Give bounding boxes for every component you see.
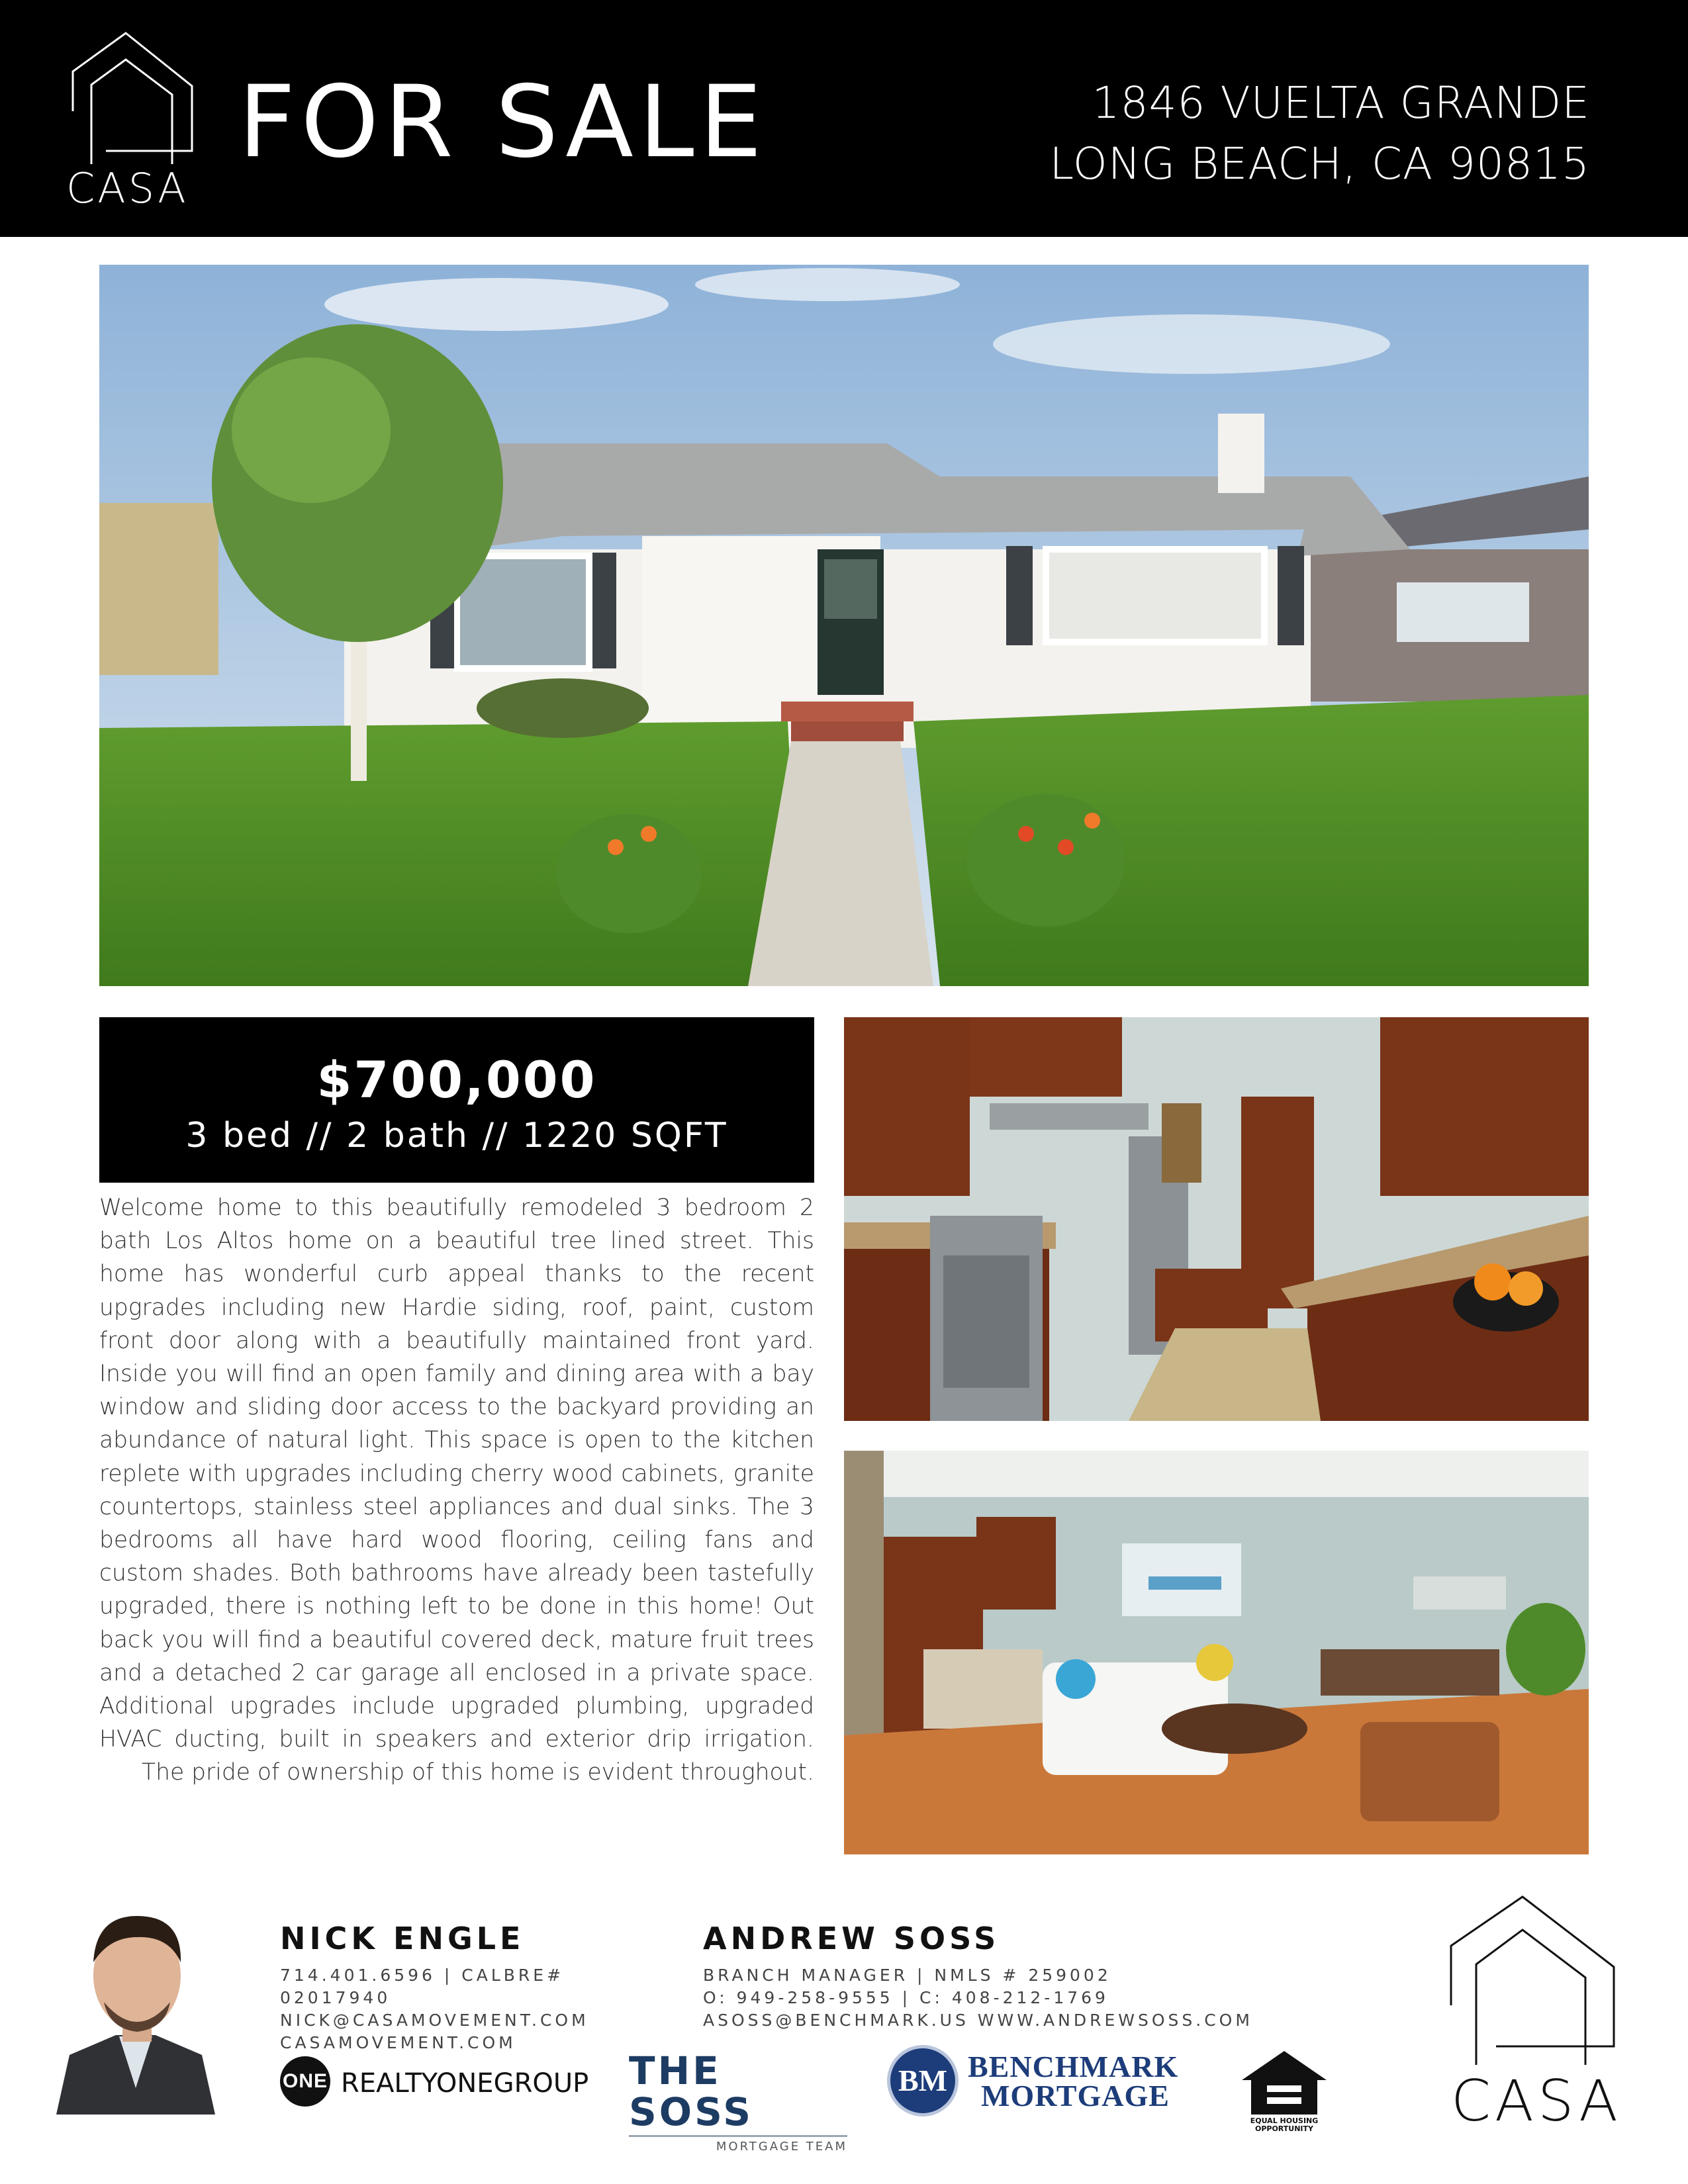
property-address bbox=[1049, 73, 1590, 195]
agent-andrew-soss bbox=[703, 1921, 1299, 2032]
agent-website[interactable]: CASAMOVEMENT.COM bbox=[280, 2033, 516, 2052]
address-line-1: 1846 VUELTA GRANDE bbox=[1092, 77, 1590, 128]
logo-wordmark: CASA bbox=[66, 164, 189, 212]
equal-housing-line-1: EQUAL HOUSING bbox=[1250, 2116, 1319, 2125]
benchmark-line-1: BENCHMARK bbox=[968, 2050, 1179, 2083]
house-exterior-photo bbox=[99, 265, 1589, 986]
footer-casa-logo bbox=[1443, 1893, 1622, 2134]
price-panel bbox=[99, 1017, 814, 1183]
footer-logo-wordmark: CASA bbox=[1451, 2068, 1622, 2134]
agent-email-website[interactable]: ASOSS@BENCHMARK.US WWW.ANDREWSOSS.COM bbox=[703, 2011, 1253, 2030]
realty-one-wordmark: REALTYONEGROUP bbox=[341, 2068, 589, 2099]
realty-one-badge: ONE bbox=[280, 2056, 330, 2107]
benchmark-mortgage-logo bbox=[887, 2045, 1205, 2118]
address-line-2: LONG BEACH, CA 90815 bbox=[1049, 138, 1590, 189]
listing-specs: 3 bed // 2 bath // 1220 SQFT bbox=[185, 1116, 728, 1156]
header-banner bbox=[0, 0, 1688, 237]
kitchen-photo bbox=[844, 1017, 1589, 1421]
house-outline-icon bbox=[1443, 1893, 1622, 2065]
agent-nick-engle bbox=[280, 1921, 677, 2054]
agent-headshot bbox=[56, 1889, 215, 2115]
soss-subtitle: MORTGAGE TEAM bbox=[716, 2140, 847, 2154]
soss-divider bbox=[629, 2135, 847, 2137]
realty-one-group-logo bbox=[280, 2055, 598, 2108]
benchmark-line-2: MORTGAGE bbox=[981, 2079, 1170, 2113]
agent-name: NICK ENGLE bbox=[280, 1921, 525, 1956]
benchmark-seal-icon: BM bbox=[887, 2045, 959, 2116]
listing-description: Welcome home to this beautifully remodeled 3 bedroom 2 bath Los Altos home on a beautiful tree lined street. This home has wonderful curb appeal thanks to the recent upgrades including new Hardie siding, roof, paint, custom front door along with a beautifully maintained front yard. Inside you will find an open family and dining area with a bay window and sliding door access to the backyard providing an abundance of natural light. This space is open to the kitchen replete with upgrades including cherry wood cabinets, granite countertops, stainless steel appliances and dual sinks. The 3 bedrooms all have hard wood flooring, ceiling fans and custom shades. Both bathrooms have already been tastefully upgraded, there is nothing left to be done in this home! Out back you will find a beautiful covered deck, mature fruit trees and a detached 2 car garage all enclosed in a private space. Additional upgrades include upgraded plumbing, upgraded HVAC ducting, built in speakers and exterior drip irrigation. The pride of ownership of this home is evident throughout. bbox=[99, 1195, 814, 1786]
soss-wordmark: THE SOSS bbox=[629, 2048, 754, 2134]
agent-name: ANDREW SOSS bbox=[703, 1921, 1000, 1956]
agent-phone-license: 714.401.6596 | CALBRE# 02017940 bbox=[280, 1966, 565, 2007]
equal-housing-line-2: OPPORTUNITY bbox=[1254, 2124, 1313, 2133]
agent-email[interactable]: NICK@CASAMOVEMENT.COM bbox=[280, 2011, 589, 2030]
agent-phones: O: 949-258-9555 | C: 408-212-1769 bbox=[703, 1988, 1109, 2007]
equal-housing-icon bbox=[1238, 2048, 1331, 2117]
equal-housing-logo bbox=[1238, 2048, 1331, 2134]
casa-logo bbox=[66, 32, 199, 212]
living-room-photo bbox=[844, 1451, 1589, 1854]
page-title: FOR SALE bbox=[238, 65, 768, 180]
soss-mortgage-logo bbox=[629, 2048, 854, 2154]
equal-housing-caption bbox=[1238, 2117, 1331, 2133]
agent-title-license: BRANCH MANAGER | NMLS # 259002 bbox=[703, 1966, 1111, 1985]
house-outline-icon bbox=[66, 32, 199, 164]
listing-price: $700,000 bbox=[316, 1050, 597, 1109]
